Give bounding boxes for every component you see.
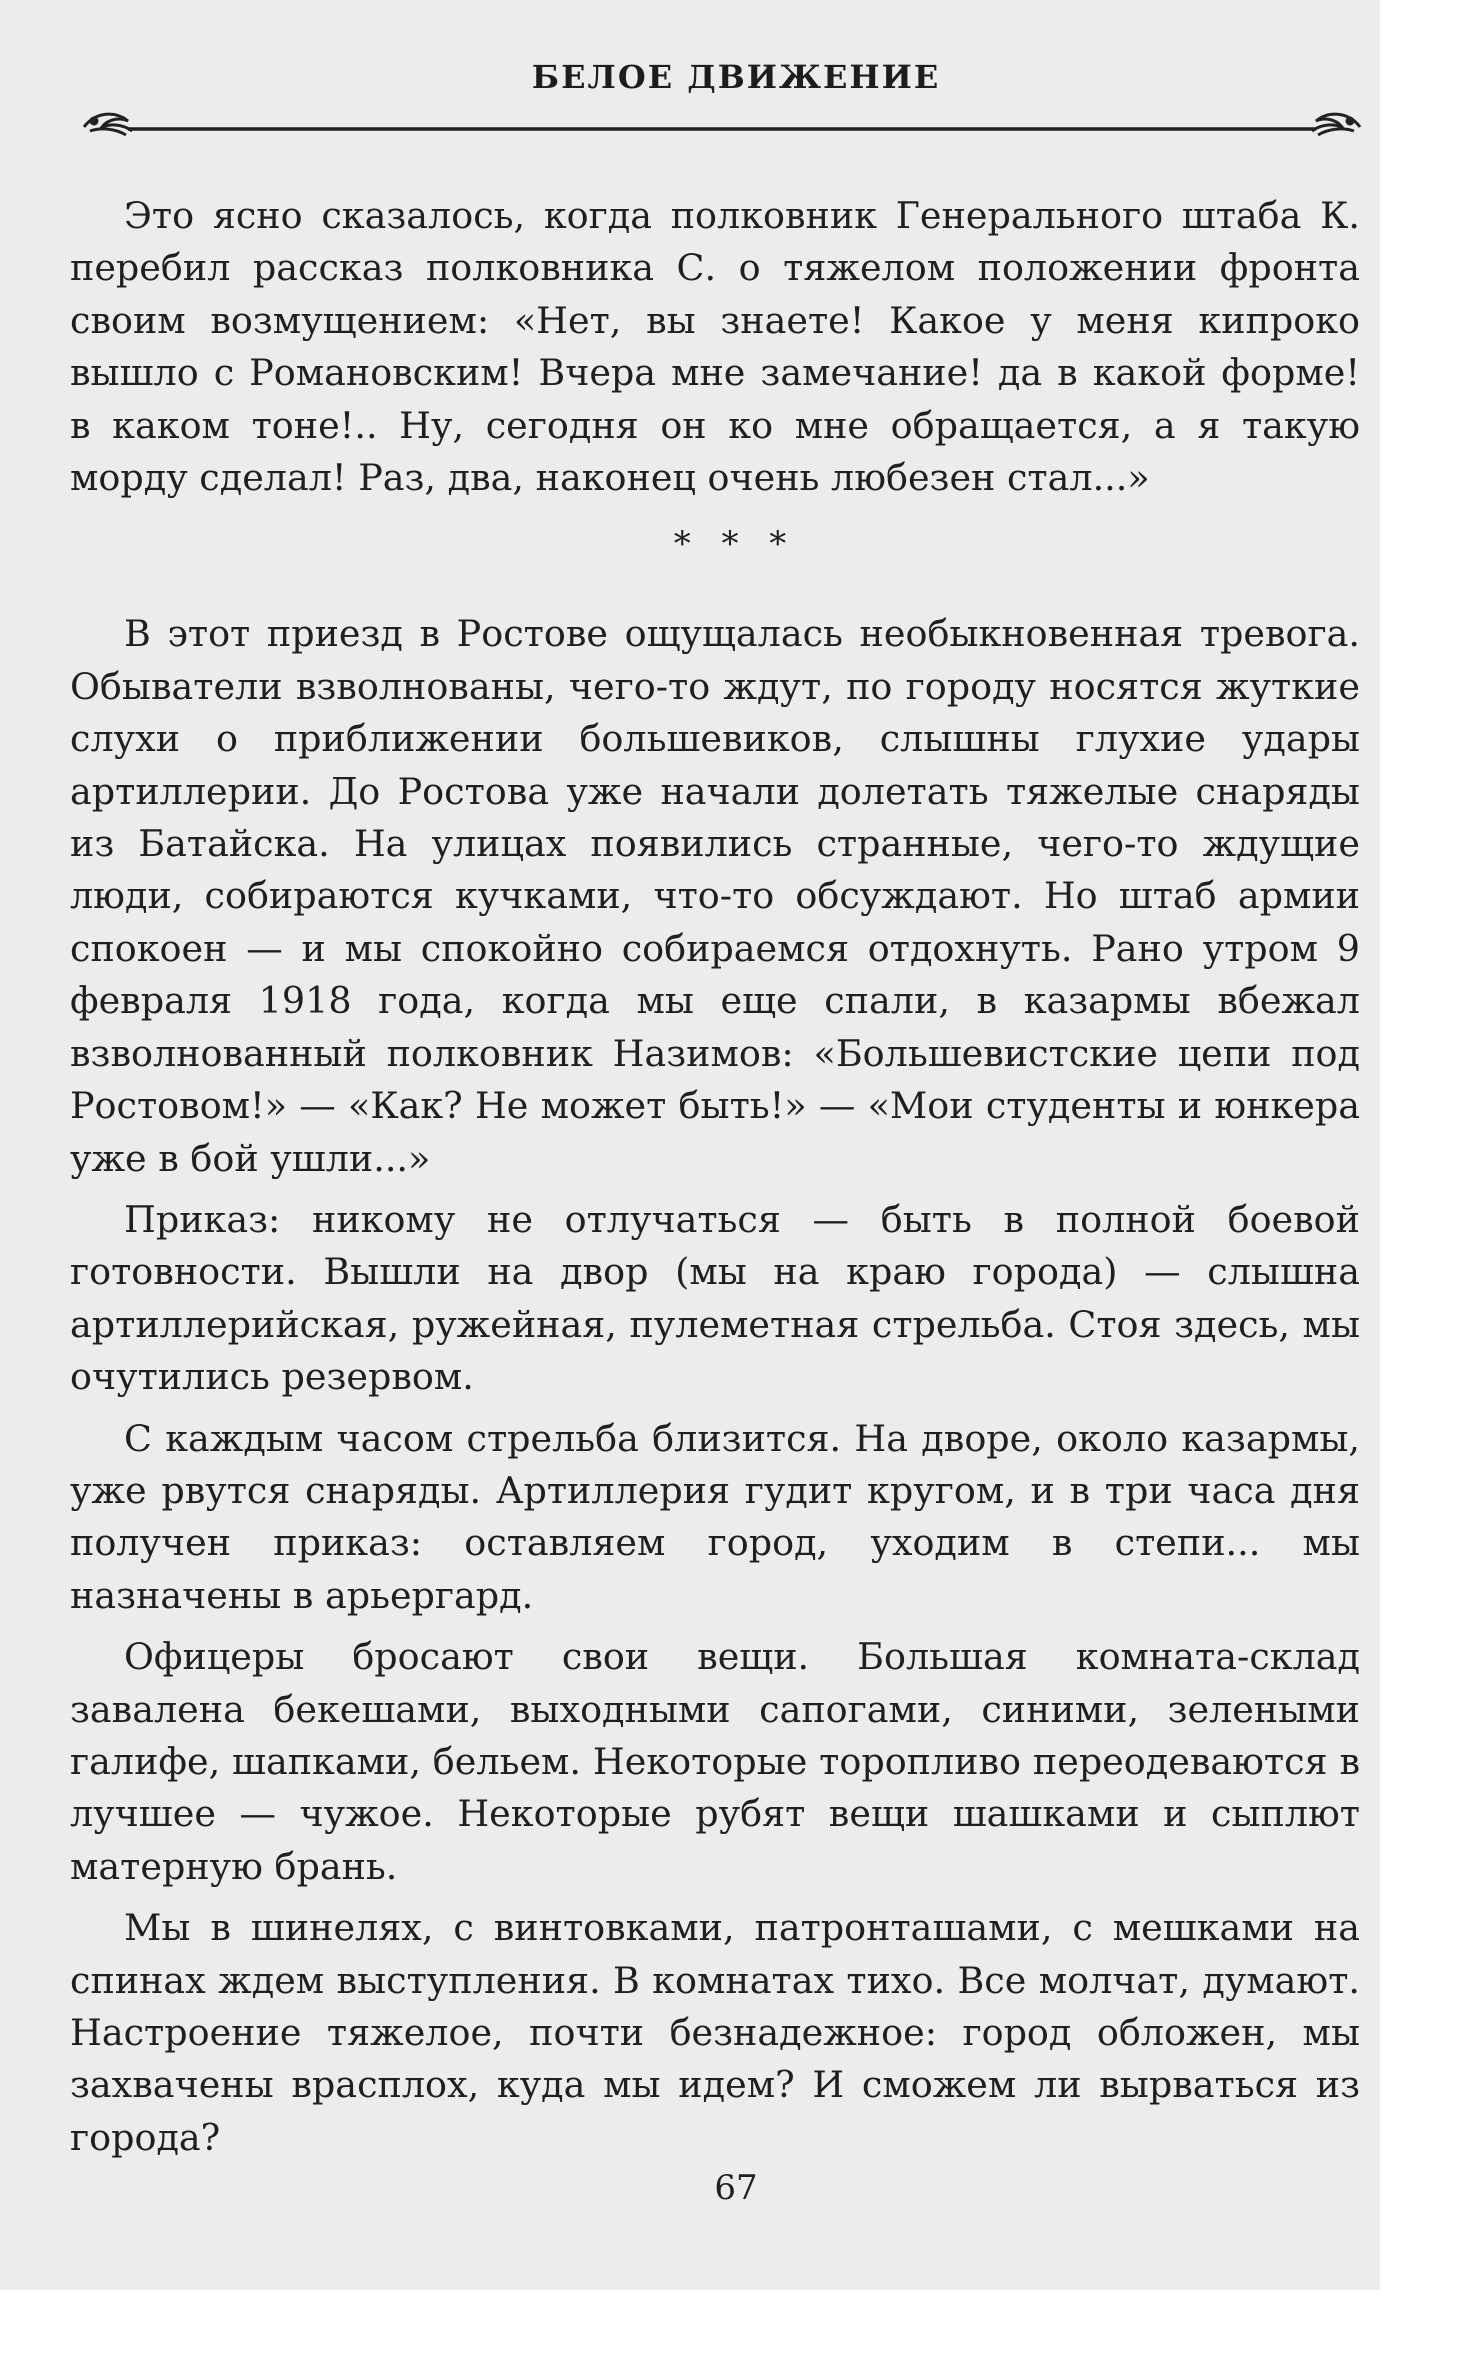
paragraph: Офицеры бросают свои вещи. Большая комната-склад завалена бекешами, выходными сапогами, синими, зелеными галифе, шапками, бельем. Некоторые торопливо переодеваются в лучшее — чужое. Некоторые рубят вещи шашками и сыплют матерную брань. xyxy=(70,1635,1360,1888)
paragraph: Приказ: никому не отлучаться — быть в полной боевой готовности. Вышли на двор (мы на краю города) — слышна артиллерийская, ружейная, пулеметная стрельба. Стоя здесь, мы очутились резервом. xyxy=(70,1197,1360,1399)
running-header: БЕЛОЕ ДВИЖЕНИЕ xyxy=(531,58,941,96)
right-flourish-icon xyxy=(1312,114,1360,135)
paragraph: В этот приезд в Ростове ощущалась необыкновенная тревога. Обыватели взволнованы, чего-то ждут, по городу носятся жуткие слухи о приближении большевиков, слышны глухие удары артиллерии. До Ростова уже начали долетать тяжелые снаряды из Батайска. На улицах появились странные, чего-то ждущие люди, собираются кучками, что-то обсуждают. Но штаб армии спокоен — и мы спокойно собираемся отдохнуть. Рано утром 9 февраля 1918 года, когда мы еще спали, в казармы вбежал взволнованный полковник Назимов: «Большевистские цепи под Ростовом!» — «Как? Не может быть!» — «Мои студенты и юнкера уже в бой ушли...» xyxy=(70,612,1360,1180)
paragraph: С каждым часом стрельба близится. На дворе, около казармы, уже рвутся снаряды. Артиллерия гудит кругом, и в три часа дня получен приказ: оставляем город, уходим в степи... мы назначены в арьергард. xyxy=(70,1416,1360,1617)
header-ornament-rule xyxy=(82,105,1362,145)
section-separator: * * * xyxy=(673,524,797,565)
main-text xyxy=(70,190,1360,2164)
paragraph: Мы в шинелях, с винтовками, патронташами, с мешками на спинах ждем выступления. В комнатах тихо. Все молчат, думают. Настроение тяжелое, почти безнадежное: город обложен, мы захвачены врасплох, куда мы идем? И сможем ли вырваться из города? xyxy=(70,1906,1360,2159)
page-number: 67 xyxy=(714,2168,758,2208)
left-flourish-icon xyxy=(84,114,132,135)
paragraph: Это ясно сказалось, когда полковник Генерального штаба К. перебил рассказ полковника С. о тяжелом положении фронта своим возмущением: «Нет, вы знаете! Какое у меня кипроко вышло с Романовским! Вчера мне замечание! да в какой форме! в каком тоне!.. Ну, сегодня он ко мне обращается, а я такую морду сделал! Раз, два, наконец очень любезен стал...» xyxy=(70,194,1360,500)
